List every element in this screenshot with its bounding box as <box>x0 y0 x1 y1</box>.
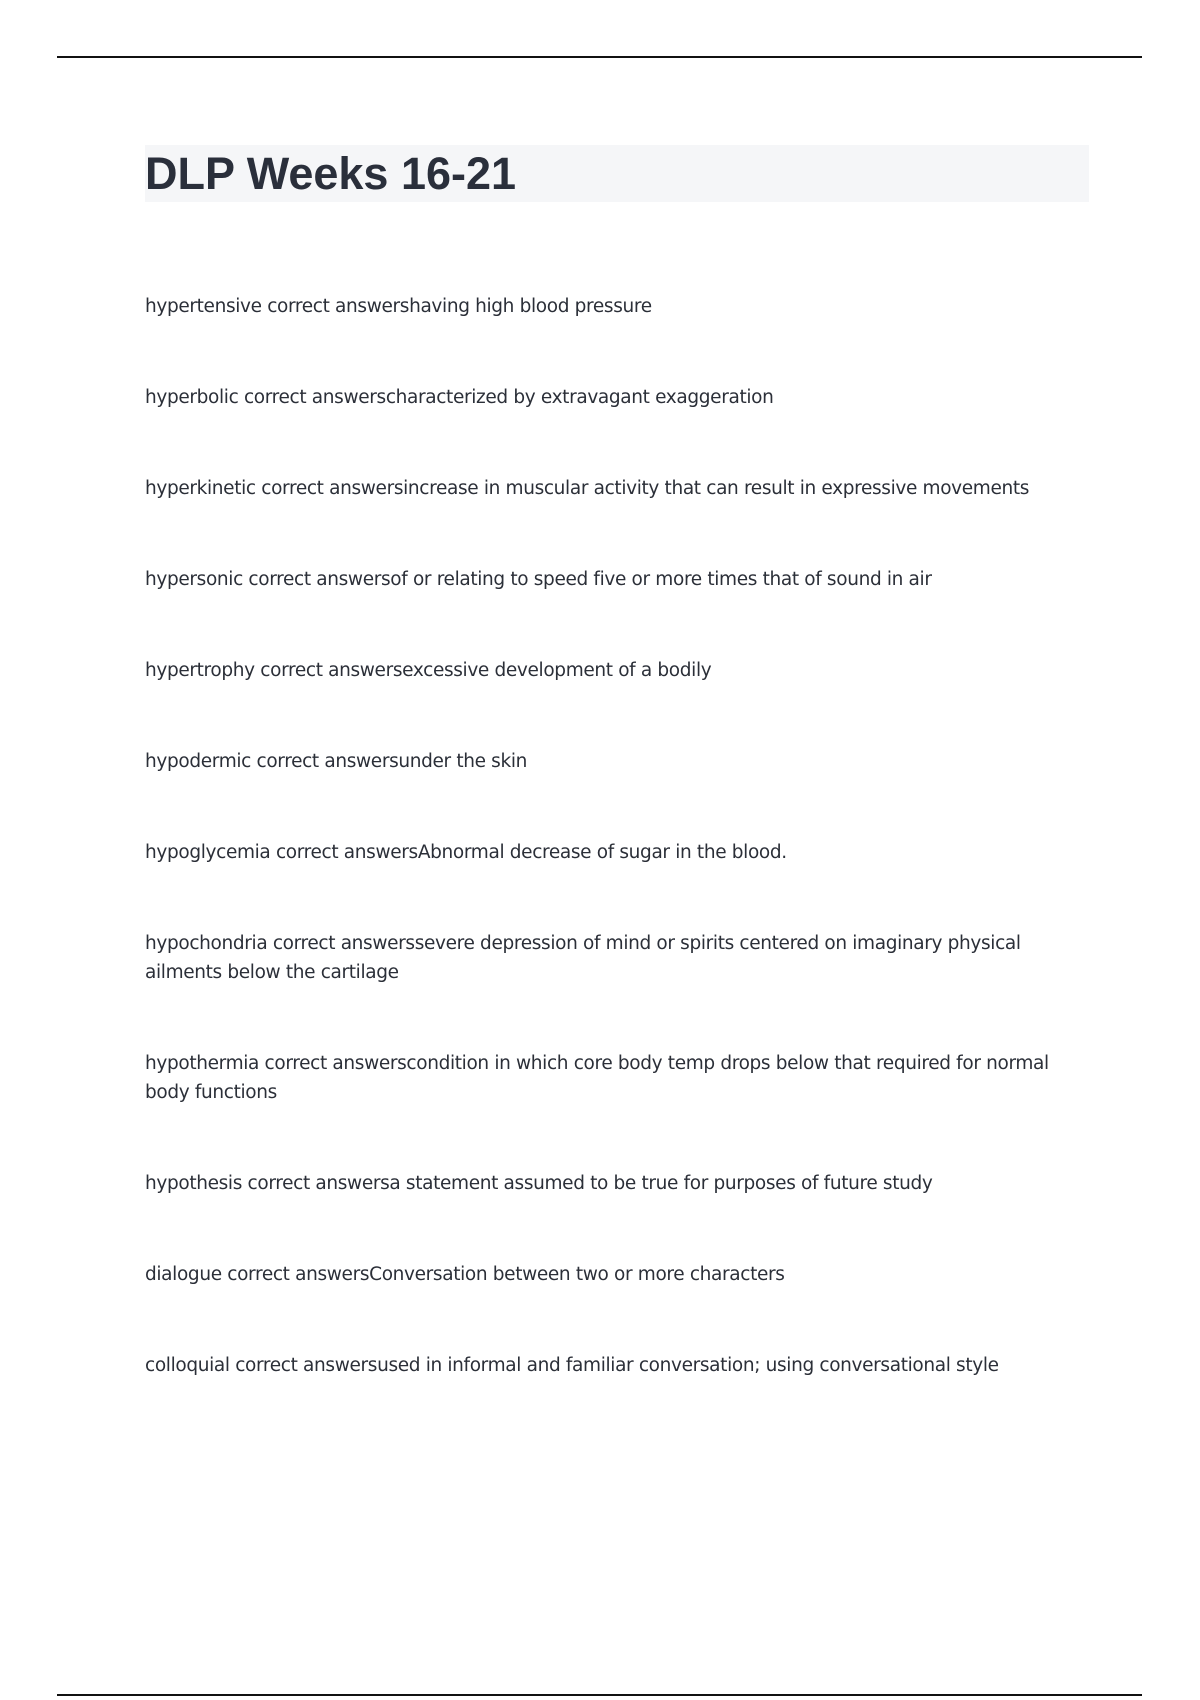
flashcard-entry: hypodermic correct answersunder the skin <box>145 751 527 772</box>
flashcard-entry: hypochondria correct answerssevere depression of mind or spirits centered on imaginary physical ailments below the cartilage <box>145 933 1021 983</box>
flashcard-entry: hypersonic correct answersof or relating to speed five or more times that of sound in air <box>145 569 932 590</box>
flashcard-entry: hyperbolic correct answerscharacterized by extravagant exaggeration <box>145 387 774 408</box>
flashcard-entry: hypothermia correct answerscondition in which core body temp drops below that required for normal body functions <box>145 1053 1049 1103</box>
flashcard-entry: colloquial correct answersused in informal and familiar conversation; using conversational style <box>145 1355 999 1376</box>
flashcard-entry: hypertensive correct answershaving high blood pressure <box>145 296 652 317</box>
bottom-rule <box>57 1694 1142 1696</box>
flashcard-entry: hypoglycemia correct answersAbnormal decrease of sugar in the blood. <box>145 842 787 863</box>
flashcard-entry: hyperkinetic correct answersincrease in muscular activity that can result in expressive movements <box>145 478 1030 499</box>
top-rule <box>57 56 1142 58</box>
flashcard-entry: dialogue correct answersConversation between two or more characters <box>145 1264 785 1285</box>
flashcard-entry: hypertrophy correct answersexcessive development of a bodily <box>145 660 712 681</box>
page-title: DLP Weeks 16-21 <box>145 148 517 199</box>
flashcard-entry: hypothesis correct answersa statement assumed to be true for purposes of future study <box>145 1173 933 1194</box>
